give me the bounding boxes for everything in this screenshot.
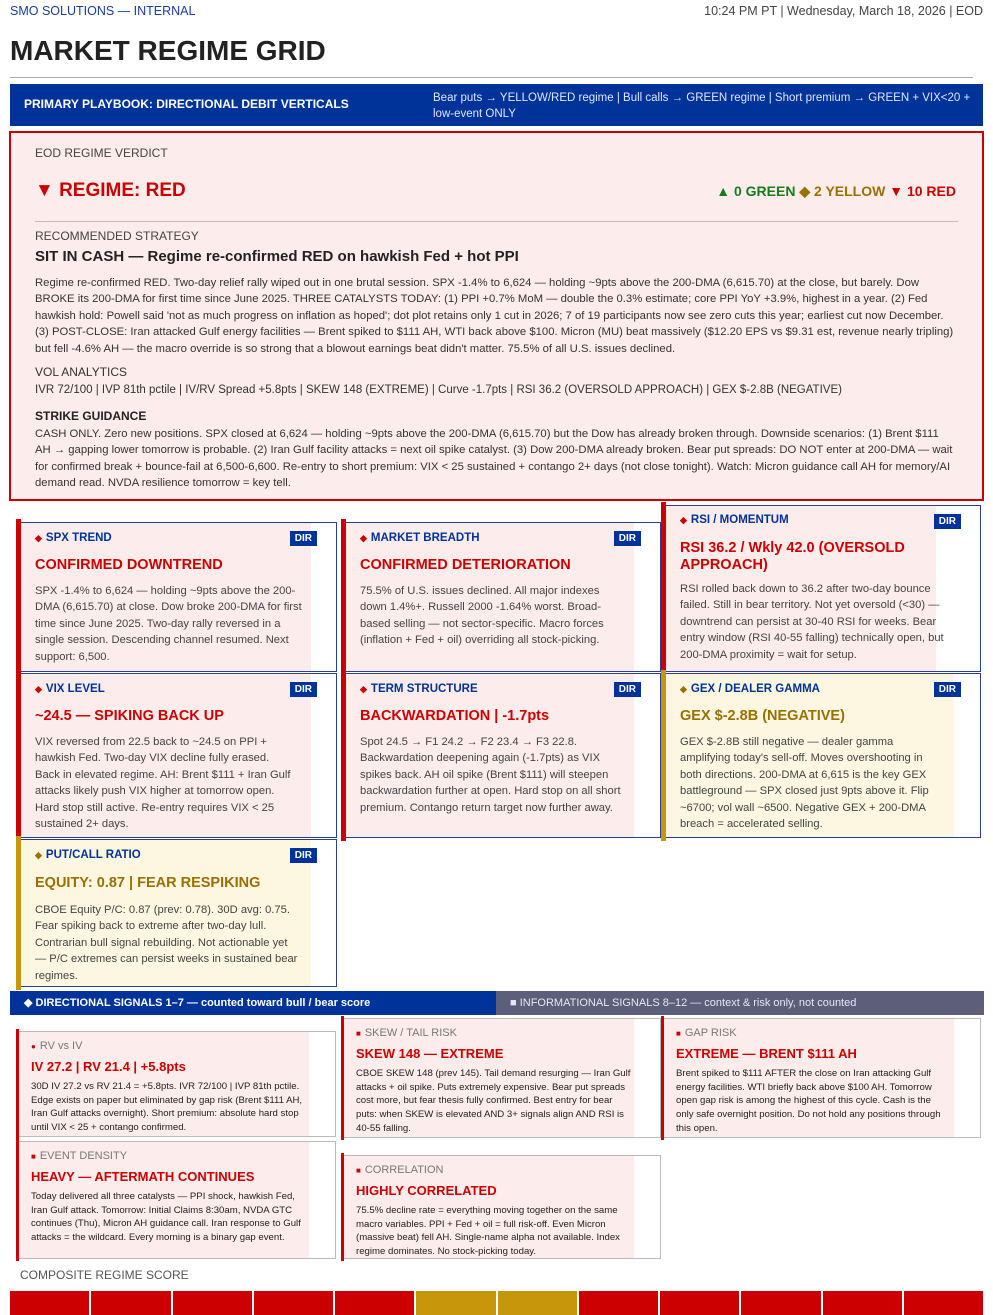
card-headline: IV 27.2 | RV 21.4 | +5.8pts: [31, 1059, 186, 1074]
score-segment: [416, 1291, 495, 1315]
signal-card-gex: [665, 673, 981, 838]
card-headline: EXTREME — BRENT $111 AH: [676, 1046, 857, 1061]
score-segment: [335, 1291, 414, 1315]
diamond-icon: ◆: [35, 684, 42, 694]
square-icon: ■: [676, 1029, 681, 1038]
card-body: 75.5% of U.S. issues declined. All major indexes down 1.4%+. Russell 2000 -1.64% worst. Broad-based selling — not sector-specific. Macro forces (inflation + Fed + oil) overriding all stock-picking.: [360, 585, 604, 647]
org-label: SMO SOLUTIONS — INTERNAL: [10, 4, 196, 18]
card-headline: GEX $-2.8B (NEGATIVE): [680, 708, 845, 724]
red-count: ▼ 10 RED: [889, 183, 956, 199]
card-body: 30D IV 27.2 vs RV 21.4 = +5.8pts. IVR 72/100 | IVP 81th pctile. Edge exists on paper but eliminated by gap risk (Brent $111 AH, Iran Gulf attacks overnight). Short premium: absolute hard stop until VIX < 25 + contango confirmed.: [31, 1081, 303, 1134]
card-title: ■ CORRELATION: [356, 1164, 444, 1176]
info-card-skew: [343, 1018, 661, 1138]
score-segment: [254, 1291, 333, 1315]
playbook-rules: Bear puts → YELLOW/RED regime | Bull calls → GREEN regime | Short premium → GREEN + VIX<20 + low-event ONLY: [433, 92, 971, 120]
card-title: ◆ GEX / DEALER GAMMA: [680, 683, 820, 695]
square-icon: ■: [31, 1152, 36, 1161]
card-headline: HEAVY — AFTERMATH CONTINUES: [31, 1169, 255, 1184]
score-segment: [91, 1291, 170, 1315]
dir-badge: DIR: [934, 682, 961, 697]
info-card-correlation: [343, 1155, 661, 1259]
signal-card-spx-trend: [20, 522, 337, 672]
card-title: ■ EVENT DENSITY: [31, 1150, 128, 1162]
score-segment: [173, 1291, 252, 1315]
card-headline: EQUITY: 0.87 | FEAR RESPIKING: [35, 875, 261, 891]
vol-analytics: IVR 72/100 | IVP 81th pctile | IV/RV Spread +5.8pts | SKEW 148 (EXTREME) | Curve -1.7pts | RSI 36.2 (OVERSOLD APPROACH) | GEX $-2.8B (NEGATIVE): [35, 384, 842, 396]
regime-status: ▼ REGIME: RED: [35, 180, 186, 201]
card-headline: RSI 36.2 / Wkly 42.0 (OVERSOLD APPROACH): [680, 540, 905, 573]
card-title: ◆ MARKET BREADTH: [360, 532, 480, 544]
card-body: SPX -1.4% to 6,624 — holding ~9pts above the 200-DMA (6,615.70) at close. Dow broke 200-DMA for first time since June 2025. Two-day rally reversed in a single session. Descending channel resumed. Next support: 6,500.: [35, 585, 302, 663]
diamond-icon: ◆: [35, 850, 42, 860]
card-headline: BACKWARDATION | -1.7pts: [360, 708, 550, 724]
signal-card-vix-level: [20, 673, 337, 838]
card-headline: ~24.5 — SPIKING BACK UP: [35, 708, 224, 724]
score-segment: [498, 1291, 577, 1315]
score-segment: [741, 1291, 820, 1315]
verdict-summary: Regime re-confirmed RED. Two-day relief rally wiped out in one brutal session. SPX -1.4% to 6,624 — holding ~9pts above the 200-DMA (6,615.70) at the close, but barely. Dow BROKE its 200-DMA for first time since June 2025. THREE CATALYSTS TODAY: (1) PPI +0.7% MoM — double the 0.3% estimate; core PPI YoY +3.9%, highest in a year. (2) Fed hawkish hold: Powell said 'not as much progress on inflation as hoped'; dot plot retains only 1 cut in 2026; 7 of 19 participants now see zero cuts this year; earliest cut now December. (3) POST-CLOSE: Iran attacked Gulf energy facilities — Brent spiked to $111 AH, WTI back above $100. Micron (MU) beat massively ($12.20 EPS vs $9.31 est, revenue nearly tripling) but fell -4.6% AH — the macro override is so strong that a blowout earnings beat didn't matter. 75.5% of all U.S. issues declined.: [35, 277, 954, 355]
dir-badge: DIR: [290, 531, 317, 546]
signal-card-put-call: [20, 839, 337, 987]
signal-card-market-breadth: [345, 522, 661, 672]
regime-counts: [716, 183, 956, 200]
score-segment: [10, 1291, 89, 1315]
card-headline: CONFIRMED DETERIORATION: [360, 557, 571, 573]
diamond-icon: ◆: [680, 684, 687, 694]
card-title: ■ SKEW / TAIL RISK: [356, 1027, 457, 1039]
regime-verdict-panel: [9, 131, 984, 501]
page-title: MARKET REGIME GRID: [10, 35, 326, 66]
signal-card-rsi-momentum: [665, 505, 981, 672]
score-segment: [660, 1291, 739, 1315]
score-segment: [579, 1291, 658, 1315]
card-body: CBOE SKEW 148 (prev 145). Tail demand resurging — Iran Gulf attacks + oil spike. Puts extremely expensive. Bear put spreads cost more, but fear thesis fully confirmed. Best entry for bear puts: when SKEW is elevated AND 3+ signals align AND RSI is 40-55 falling.: [356, 1068, 631, 1134]
card-body: RSI rolled back down to 36.2 after two-day bounce failed. Still in bear territory. Not yet oversold (<30) — downtrend can persist at 30-40 RSI for weeks. Bear entry window (RSI 40-55 falling) technically open, but 200-DMA proximity = wait for setup.: [680, 583, 944, 661]
playbook-label: PRIMARY PLAYBOOK: DIRECTIONAL DEBIT VERTICALS: [24, 97, 349, 111]
timestamp: 10:24 PM PT | Wednesday, March 18, 2026 | EOD: [704, 4, 983, 18]
signal-card-term-structure: [345, 673, 661, 838]
composite-label: COMPOSITE REGIME SCORE: [20, 1268, 189, 1282]
composite-score-bar: [10, 1291, 983, 1315]
card-headline: HIGHLY CORRELATED: [356, 1183, 497, 1198]
square-icon: ■: [356, 1029, 361, 1038]
dir-badge: DIR: [290, 848, 317, 863]
strategy-headline: SIT IN CASH — Regime re-confirmed RED on hawkish Fed + hot PPI: [35, 248, 519, 265]
strike-label: STRIKE GUIDANCE: [35, 409, 147, 423]
square-icon: ■: [356, 1166, 361, 1175]
score-segment: [904, 1291, 983, 1315]
dir-badge: DIR: [934, 514, 961, 529]
card-body: 75.5% decline rate = everything moving together on the same macro variables. PPI + Fed + oil = full risk-off. Even Micron (massive beat) fell AH. Single-name alpha not available. Index regime dominates. No stock-picking today.: [356, 1205, 620, 1258]
card-body: Spot 24.5 → F1 24.2 → F2 23.4 → F3 22.8. Backwardation deepening again (-1.7pts) as VIX spikes back. AH oil spike (Brent $111) will steepen backwardation further at open. Hard stop on all short premium. Contango return target now further away.: [360, 736, 621, 814]
dir-badge: DIR: [290, 682, 317, 697]
diamond-icon: ◆: [360, 533, 367, 543]
diamond-icon: ◆: [680, 515, 687, 525]
card-title: ● RV vs IV: [31, 1040, 83, 1052]
strike-guidance: CASH ONLY. Zero new positions. SPX closed at 6,624 — holding ~9pts above the 200-DMA (6,615.70) but the Dow has already broken through. Downside scenarios: (1) Brent $111 AH → gapping lower tomorrow is probable. (2) Iran Gulf facility attacks = next oil spike catalyst. (3) Dow 200-DMA already broken. Bear put spreads: DO NOT enter at 200-DMA — wait for confirmed break + bounce-fail at 6,500-6,600. Re-entry to short premium: VIX < 25 sustained + contango 2+ days (not close tonight). Watch: Micron guidance call AH for memory/AI demand read. NVDA resilience tomorrow = key tell.: [35, 428, 953, 490]
vol-label: VOL ANALYTICS: [35, 365, 128, 379]
card-headline: CONFIRMED DOWNTREND: [35, 557, 223, 573]
green-count: ▲ 0 GREEN: [716, 183, 796, 199]
card-title: ◆ VIX LEVEL: [35, 683, 105, 695]
strategy-label: RECOMMENDED STRATEGY: [35, 229, 199, 243]
info-card-event-density: [18, 1141, 336, 1259]
verdict-divider: [35, 221, 958, 222]
dir-badge: DIR: [614, 531, 641, 546]
card-body: Brent spiked to $111 AFTER the close on Iran attacking Gulf energy facilities. WTI briefly back above $100 AH. Tomorrow open gap risk is among the highest of this cycle. Cash is the only safe overnight position. Do not hold any positions through this open.: [676, 1068, 941, 1134]
info-card-rv-iv: [18, 1031, 336, 1137]
score-segment: [823, 1291, 902, 1315]
card-title: ◆ PUT/CALL RATIO: [35, 849, 141, 861]
top-bar: [10, 4, 983, 20]
card-body: Today delivered all three catalysts — PPI shock, hawkish Fed, Iran Gulf attack. Tomorrow: Initial Claims 8:30am, NVDA GTC continues (Thu), Micron AH guidance call. Iran response to Gulf attacks = the wildcard. Every morning is a binary gap event.: [31, 1191, 301, 1244]
informational-signals-legend: ■ INFORMATIONAL SIGNALS 8–12 — context & risk only, not counted: [496, 991, 984, 1015]
card-body: VIX reversed from 22.5 back to ~24.5 on PPI + hawkish Fed. Two-day VIX decline fully erased. Back in elevated regime. AH: Brent $111 + Iran Gulf attacks likely push VIX higher at tomorrow open. Hard stop still active. Re-entry requires VIX < 25 sustained 2+ days.: [35, 736, 291, 831]
dot-icon: ●: [31, 1042, 36, 1051]
card-title: ◆ TERM STRUCTURE: [360, 683, 478, 695]
yellow-count: ◆ 2 YELLOW: [799, 183, 886, 199]
diamond-icon: ◆: [360, 684, 367, 694]
directional-signals-legend: ◆ DIRECTIONAL SIGNALS 1–7 — counted toward bull / bear score: [10, 991, 496, 1015]
dir-badge: DIR: [614, 682, 641, 697]
diamond-icon: ◆: [35, 533, 42, 543]
card-title: ◆ RSI / MOMENTUM: [680, 514, 789, 526]
verdict-label: EOD REGIME VERDICT: [35, 146, 168, 160]
card-body: GEX $-2.8B still negative — dealer gamma amplifying today's sell-off. Moves overshooting in both directions. 200-DMA at 6,615 is the key GEX battleground — SPX closed just 9pts above it. Flip ~6700; vol wall ~6500. Negative GEX + 200-DMA breach = accelerated selling.: [680, 736, 929, 831]
playbook-banner: [10, 84, 983, 126]
card-title: ◆ SPX TREND: [35, 532, 112, 544]
card-headline: SKEW 148 — EXTREME: [356, 1046, 504, 1061]
card-title: ■ GAP RISK: [676, 1027, 737, 1039]
card-body: CBOE Equity P/C: 0.87 (prev: 0.78). 30D avg: 0.75. Fear spiking back to extreme after two-day lull. Contrarian bull signal rebuilding. Not actionable yet — P/C extremes can persist weeks in sustained bear regimes.: [35, 904, 298, 982]
title-divider: [10, 77, 973, 78]
info-card-gap-risk: [663, 1018, 981, 1138]
